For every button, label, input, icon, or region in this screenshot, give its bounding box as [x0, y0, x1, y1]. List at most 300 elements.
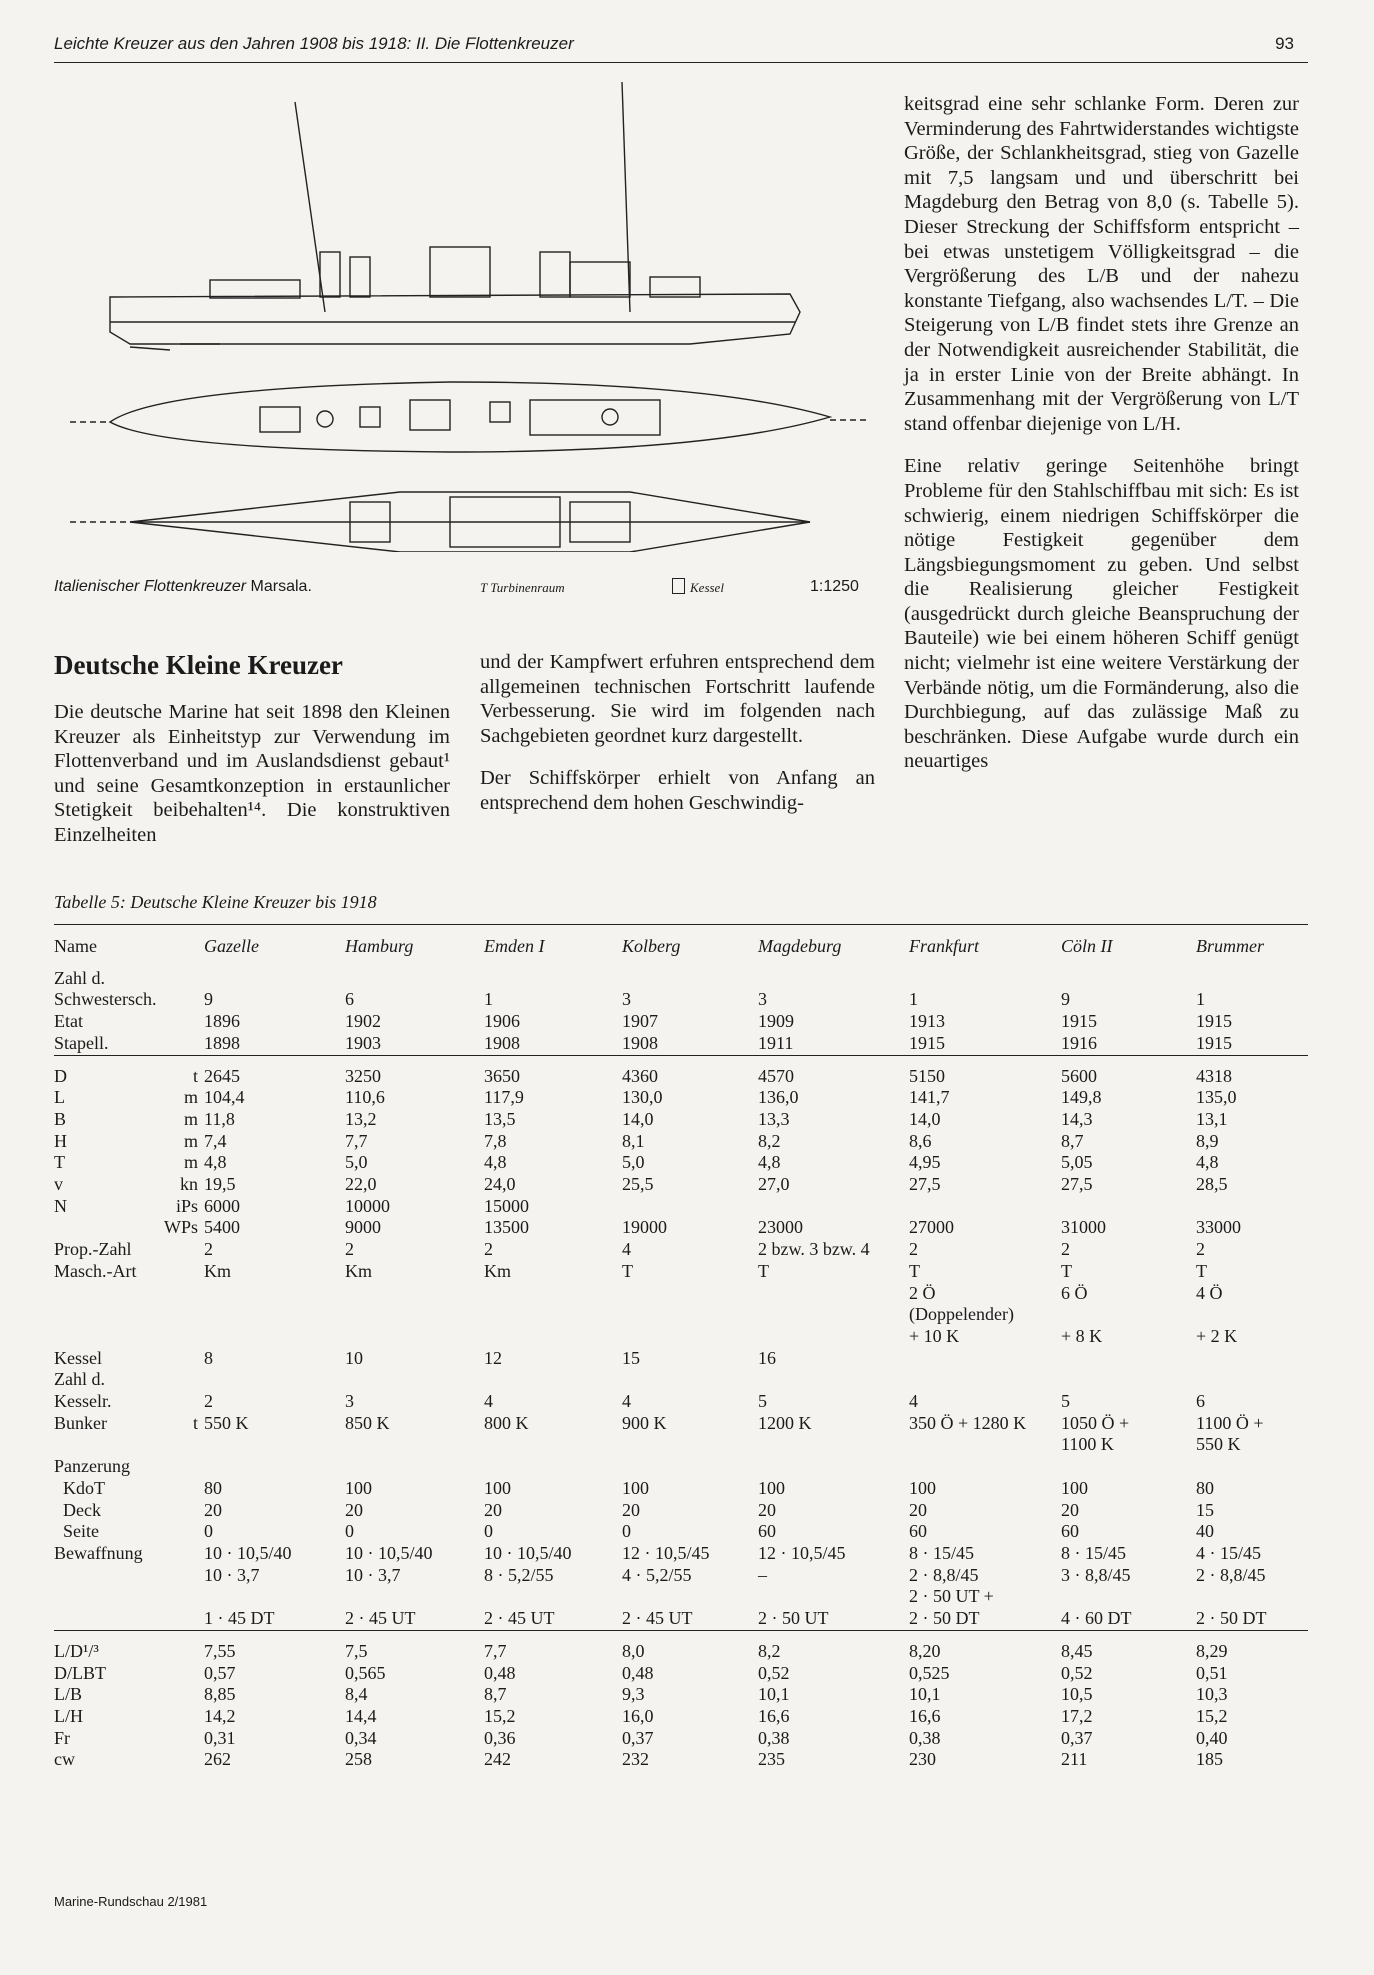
table-cell: 1915: [1196, 1011, 1232, 1032]
table-cell: 1 · 45 DT: [204, 1608, 275, 1629]
table-cell: 550 K: [1196, 1434, 1241, 1455]
table-cell: 10 · 10,5/40: [484, 1542, 572, 1563]
table-cell: 10 · 3,7: [204, 1564, 260, 1585]
table-cell: 8 · 5,2/55: [484, 1564, 554, 1585]
col3-paragraph-1: keitsgrad eine sehr schlanke Form. Deren zur Verminderung des Fahrtwiderstandes wichtigste Größe, der Schlankheitsgrad, stieg von Gazelle mit 7,5 langsam und und überschritt bei Magdeburg den Betrag von 8,0 (s. Tabelle 5). Dieser Streckung der Schiffsform entspricht – bei etwas unstetigem Völligkeitsgrad – die Vergrößerung des L/B und der nahezu konstante Tiefgang, also wachsendes L/T. – Die Steigerung von L/B findet stets ihre Grenze an der Notwendigkeit ausreichender Stabilität, die ja in erster Linie von der Breite abhängt. In Zusammenhang mit der Vergrößerung von L/T stand offenbar diejenige von L/H.: [904, 93, 1299, 435]
table-cell: 7,7: [345, 1130, 368, 1151]
column-header-1: Gazelle: [204, 936, 259, 956]
page-number: 93: [1275, 34, 1294, 53]
row-label: Schwestersch.: [54, 989, 157, 1010]
table-row: [54, 1033, 1308, 1055]
table-cell: 235: [758, 1749, 785, 1770]
table-cell: [484, 1283, 622, 1305]
table-cell: [622, 1283, 758, 1305]
table-cell: 100: [1061, 1477, 1088, 1498]
row-label: L m: [54, 1087, 198, 1108]
table-cell: 13,1: [1196, 1108, 1228, 1129]
table-cell: 10,1: [758, 1684, 790, 1705]
row-label: Bunker t: [54, 1412, 198, 1433]
table-cell: 2: [204, 1391, 213, 1412]
table-row: [54, 1348, 1308, 1370]
table-row: [54, 1434, 1308, 1456]
table-cell: 100: [622, 1477, 649, 1498]
table-cell: 1898: [204, 1032, 240, 1053]
table-cell: 5,0: [345, 1152, 368, 1173]
table-cell: 2 · 50 DT: [909, 1608, 980, 1629]
table-row: [54, 1152, 1308, 1174]
column-header-4: Kolberg: [622, 936, 681, 956]
table-cell: 0: [345, 1521, 354, 1542]
table-cell: 4,95: [909, 1152, 941, 1173]
table-row: [54, 1196, 1308, 1218]
table-cell: [345, 1326, 484, 1348]
table-cell: [345, 1283, 484, 1305]
table-cell: 242: [484, 1749, 511, 1770]
column-header-8: Brummer: [1196, 936, 1264, 956]
table-cell: Km: [345, 1260, 372, 1281]
row-label: cw: [54, 1749, 75, 1770]
table-cell: 5600: [1061, 1065, 1097, 1086]
table-cell: 14,4: [345, 1705, 377, 1726]
table-cell: 185: [1196, 1749, 1223, 1770]
table-cell: 0,525: [909, 1662, 950, 1683]
table-cell: 4,8: [758, 1152, 781, 1173]
row-label: Zahl d.: [54, 1369, 105, 1390]
table-cell: 2 · 45 UT: [484, 1608, 555, 1629]
table-cell: 1915: [909, 1032, 945, 1053]
table-cell: 4318: [1196, 1065, 1232, 1086]
row-label: [54, 1283, 204, 1305]
table-cell: 15,2: [484, 1705, 516, 1726]
table-cell: 80: [204, 1477, 222, 1498]
table-cell: [204, 1434, 345, 1456]
table-cell: 1: [1196, 989, 1205, 1010]
col3-paragraph-2: Eine relativ geringe Seitenhöhe bringt Probleme für den Stahlschiffbau mit sich: Es ist schwierig, einem niedrigen Schiffskörper die nötige Festigkeit gegenüber dem Längsbiegungsmoment zu geben. Und selbst die Realisierung gleicher Festigkeit (ausgedrückt durch gleiche Beanspruchung der Bauteile) wie bei einem höheren Schiff genügt nicht; vielmehr ist eine weitere Verstärkung der Verbände nötig, um die Formänderung, also die Durchbiegung, auf das zulässige Maß zu beschränken. Diese Aufgabe wurde durch ein neuartiges: [904, 455, 1299, 773]
row-label: [54, 1565, 204, 1587]
table-cell: 4360: [622, 1065, 658, 1086]
table-cell: 10: [345, 1347, 363, 1368]
table-cell: [1061, 1586, 1196, 1608]
table-cell: 8,2: [758, 1640, 781, 1661]
table-cell: [1061, 1348, 1196, 1370]
table-cell: 8,6: [909, 1130, 932, 1151]
table-cell: 10000: [345, 1195, 390, 1216]
table-cell: 1916: [1061, 1032, 1097, 1053]
table-cell: 1903: [345, 1032, 381, 1053]
table-cell: 8 · 15/45: [1061, 1542, 1126, 1563]
table-cell: 4: [622, 1239, 631, 1260]
table-cell: 1911: [758, 1032, 794, 1053]
table-cell: [1196, 1348, 1308, 1370]
table-cell: [909, 1369, 1061, 1391]
table-cell: [204, 1283, 345, 1305]
footer-source: Marine-Rundschau 2/1981: [54, 1894, 208, 1909]
table-cell: 15000: [484, 1195, 529, 1216]
table-cell: 110,6: [345, 1087, 385, 1108]
table-cell: 7,55: [204, 1640, 236, 1661]
table-cell: 0,52: [1061, 1662, 1093, 1683]
table-cell: 1908: [484, 1032, 520, 1053]
table-cell: 2 · 45 UT: [345, 1608, 416, 1629]
table-cell: [204, 1456, 345, 1478]
table-cell: 5: [758, 1391, 767, 1412]
table-cell: 19,5: [204, 1174, 236, 1195]
table-row: [54, 1543, 1308, 1565]
table-cell: 0,52: [758, 1662, 790, 1683]
table-cell: 0,38: [758, 1727, 790, 1748]
row-label: L/B: [54, 1684, 83, 1705]
table-cell: 1200 K: [758, 1412, 812, 1433]
table-cell: 1915: [1196, 1032, 1232, 1053]
table-cell: 4: [909, 1391, 918, 1412]
table-cell: [345, 1434, 484, 1456]
table-cell: 2 · 50 UT: [758, 1608, 829, 1629]
table-cell: 5,05: [1061, 1152, 1093, 1173]
table-cell: 3: [758, 989, 767, 1010]
table-cell: [345, 1586, 484, 1608]
table-cell: 27,5: [1061, 1174, 1093, 1195]
table-cell: 1906: [484, 1011, 520, 1032]
table-cell: [909, 1348, 1061, 1370]
table-separator: [54, 1055, 1308, 1066]
table-cell: 0,48: [622, 1662, 654, 1683]
table-cell: 1913: [909, 1011, 945, 1032]
table-cell: 1896: [204, 1011, 240, 1032]
row-label: Zahl d.: [54, 967, 105, 988]
table-cell: 9,3: [622, 1684, 645, 1705]
table-cell: 104,4: [204, 1087, 245, 1108]
table-cell: T: [622, 1260, 633, 1281]
table-cell: 12: [484, 1347, 502, 1368]
row-label: [54, 1304, 204, 1326]
table-cell: 19000: [622, 1217, 667, 1238]
table-row: [54, 1608, 1308, 1630]
table-cell: 4,8: [484, 1152, 507, 1173]
row-label: [54, 1434, 204, 1456]
table-cell: 1909: [758, 1011, 794, 1032]
row-label: T m: [54, 1152, 198, 1173]
table-cell: 2 · 50 DT: [1196, 1608, 1267, 1629]
table-cell: T: [1061, 1260, 1072, 1281]
table-cell: 9: [204, 989, 213, 1010]
table-cell: 7,5: [345, 1640, 368, 1661]
table-cell: 1100 Ö +: [1196, 1412, 1264, 1433]
table-cell: 230: [909, 1749, 936, 1770]
row-label: L/H: [54, 1705, 83, 1726]
table-cell: 15: [622, 1347, 640, 1368]
table-cell: 20: [909, 1499, 927, 1520]
table-row: [54, 1684, 1308, 1706]
table-cell: 60: [909, 1521, 927, 1542]
legend-boiler: Kessel: [690, 580, 724, 595]
table-cell: 258: [345, 1749, 372, 1770]
table-cell: 136,0: [758, 1087, 799, 1108]
table-row: [54, 1456, 1308, 1478]
row-label: [54, 1326, 204, 1348]
table-cell: [758, 1326, 909, 1348]
table-cell: 20: [758, 1499, 776, 1520]
table-cell: 0,38: [909, 1727, 941, 1748]
table-row: [54, 1565, 1308, 1587]
table-cell: 2 · 8,8/45: [909, 1564, 979, 1585]
row-label: Prop.-Zahl: [54, 1239, 132, 1260]
table-cell: 3: [622, 989, 631, 1010]
table-cell: 13,2: [345, 1108, 377, 1129]
row-label: Bewaffnung: [54, 1542, 143, 1563]
column-header-7: Cöln II: [1061, 936, 1113, 956]
table-cell: 850 K: [345, 1412, 390, 1433]
table-cell: 14,3: [1061, 1108, 1093, 1129]
table-cell: 2: [1196, 1239, 1205, 1260]
table-cell: (Doppelender): [909, 1304, 1014, 1325]
table-row: [54, 1413, 1308, 1435]
table-cell: 27,0: [758, 1174, 790, 1195]
table-cell: 1050 Ö +: [1061, 1412, 1130, 1433]
table-cell: 24,0: [484, 1174, 516, 1195]
table-cell: [204, 1586, 345, 1608]
table-cell: [1196, 1304, 1308, 1326]
table-cell: [1196, 1456, 1308, 1478]
row-label: D/LBT: [54, 1662, 106, 1683]
table-cell: 117,9: [484, 1087, 524, 1108]
table-cell: 8,4: [345, 1684, 368, 1705]
table-cell: 6: [1196, 1391, 1205, 1412]
table-cell: [622, 1586, 758, 1608]
table-row: [54, 1326, 1308, 1348]
row-label: [54, 1608, 204, 1630]
table-cell: 2: [204, 1239, 213, 1260]
table-cell: 4 · 5,2/55: [622, 1564, 692, 1585]
table-row: [54, 1663, 1308, 1685]
table-cell: [345, 968, 484, 990]
table-cell: 0,51: [1196, 1662, 1228, 1683]
table-cell: [758, 1586, 909, 1608]
table-cell: [622, 1369, 758, 1391]
table-cell: [1061, 1196, 1196, 1218]
boiler-legend-icon: [672, 578, 685, 594]
table-cell: 4: [484, 1391, 493, 1412]
row-label: Etat: [54, 1011, 83, 1032]
table-cell: 20: [622, 1499, 640, 1520]
table-cell: [484, 1326, 622, 1348]
table-cell: 0,40: [1196, 1727, 1228, 1748]
table-cell: 0: [484, 1521, 493, 1542]
table-cell: 3 · 8,8/45: [1061, 1564, 1131, 1585]
table-cell: 16: [758, 1347, 776, 1368]
table-cell: 5: [1061, 1391, 1070, 1412]
table-cell: 20: [345, 1499, 363, 1520]
table-cell: 1907: [622, 1011, 658, 1032]
table-cell: [909, 1434, 1061, 1456]
table-cell: 13,5: [484, 1108, 516, 1129]
table-cell: [484, 1434, 622, 1456]
table-cell: 4,8: [204, 1152, 227, 1173]
table-row: [54, 1706, 1308, 1728]
table-cell: Km: [484, 1260, 511, 1281]
table-cell: 2: [1061, 1239, 1070, 1260]
table-cell: 13,3: [758, 1108, 790, 1129]
table-cell: 15,2: [1196, 1705, 1228, 1726]
table-row: [54, 1217, 1308, 1239]
table-cell: [622, 968, 758, 990]
table-cell: 100: [758, 1477, 785, 1498]
table-cell: [758, 1196, 909, 1218]
table-cell: 33000: [1196, 1217, 1241, 1238]
table-cell: [758, 1283, 909, 1305]
table-cell: [204, 1369, 345, 1391]
table-cell: 1902: [345, 1011, 381, 1032]
table-cell: [1196, 1586, 1308, 1608]
table-cell: 14,0: [909, 1108, 941, 1129]
table-cell: T: [909, 1260, 920, 1281]
table-cell: 10,5: [1061, 1684, 1093, 1705]
table-cell: 2: [484, 1239, 493, 1260]
table-cell: 16,6: [909, 1705, 941, 1726]
table-cell: 232: [622, 1749, 649, 1770]
table-cell: 12 · 10,5/45: [622, 1542, 710, 1563]
table-cell: 5150: [909, 1065, 945, 1086]
table-cell: 8,29: [1196, 1640, 1228, 1661]
table-cell: 23000: [758, 1217, 803, 1238]
table-row: [54, 1174, 1308, 1196]
table-cell: 17,2: [1061, 1705, 1093, 1726]
table-cell: 2 · 45 UT: [622, 1608, 693, 1629]
table-row: [54, 1500, 1308, 1522]
table-row: [54, 1641, 1308, 1663]
col2-paragraph-2: Der Schiffskörper erhielt von Anfang an entsprechend dem hohen Geschwindig-: [480, 767, 875, 814]
table-cell: [345, 1456, 484, 1478]
col2-paragraph-1: und der Kampfwert erfuhren entsprechend dem allgemeinen technischen Fortschritt laufende Verbesserung. Sie wird im folgenden nach Sachgebieten geordnet kurz dargestellt.: [480, 651, 875, 747]
table-cell: [758, 968, 909, 990]
table-cell: 7,8: [484, 1130, 507, 1151]
column-2: [480, 650, 875, 834]
table-row: [54, 1586, 1308, 1608]
table-cell: 4 · 60 DT: [1061, 1608, 1132, 1629]
table-cell: 10 · 3,7: [345, 1564, 401, 1585]
column-3: [904, 92, 1299, 792]
row-label: Kessel: [54, 1347, 102, 1368]
table-cell: [909, 1456, 1061, 1478]
column-header-0: Name: [54, 936, 97, 956]
table-cell: [909, 968, 1061, 990]
table-cell: 8,20: [909, 1640, 941, 1661]
table-cell: [484, 1369, 622, 1391]
table-cell: 2 · 8,8/45: [1196, 1564, 1266, 1585]
table-cell: 60: [1061, 1521, 1079, 1542]
table-cell: [1061, 1456, 1196, 1478]
table-cell: + 10 K: [909, 1325, 960, 1346]
table-row: [54, 1728, 1308, 1750]
article-heading: Deutsche Kleine Kreuzer: [54, 650, 343, 680]
table-cell: 5400: [204, 1217, 240, 1238]
table-cell: 20: [204, 1499, 222, 1520]
table-cell: 40: [1196, 1521, 1214, 1542]
column-1: [54, 700, 450, 866]
table-cell: 20: [484, 1499, 502, 1520]
table-cell: [204, 1304, 345, 1326]
table-cell: [345, 1304, 484, 1326]
table-cell: [484, 1586, 622, 1608]
table-cell: 1100 K: [1061, 1434, 1114, 1455]
row-label: Seite: [54, 1521, 99, 1542]
table-cell: 135,0: [1196, 1087, 1237, 1108]
table-cell: 0,34: [345, 1727, 377, 1748]
row-label: Stapell.: [54, 1032, 109, 1053]
column-header-6: Frankfurt: [909, 936, 979, 956]
table-cell: 4 Ö: [1196, 1282, 1223, 1303]
table-cell: 8,0: [622, 1640, 645, 1661]
table-cell: 28,5: [1196, 1174, 1228, 1195]
table-cell: [1061, 1304, 1196, 1326]
table-cell: 0: [204, 1521, 213, 1542]
table-top-rule: [54, 924, 1308, 925]
table-cell: [909, 1196, 1061, 1218]
table-cell: 100: [345, 1477, 372, 1498]
table-cell: [484, 1456, 622, 1478]
table-cell: 7,7: [484, 1640, 507, 1661]
table-cell: [204, 1326, 345, 1348]
table-cell: 1: [909, 989, 918, 1010]
table-cell: 4: [622, 1391, 631, 1412]
table-row: [54, 1131, 1308, 1153]
column-header-3: Emden I: [484, 936, 545, 956]
table-cell: 14,2: [204, 1705, 236, 1726]
ship-drawing: [70, 82, 870, 552]
table-cell: 2: [345, 1239, 354, 1260]
row-label: KdoT: [54, 1477, 105, 1498]
table-cell: 0,565: [345, 1662, 386, 1683]
table-cell: 1915: [1061, 1011, 1097, 1032]
table-cell: 6 Ö: [1061, 1282, 1088, 1303]
table-cell: 1: [484, 989, 493, 1010]
column-header-5: Magdeburg: [758, 936, 842, 956]
table-cell: [622, 1304, 758, 1326]
table-cell: [1061, 1369, 1196, 1391]
table-cell: 27000: [909, 1217, 954, 1238]
table-cell: 3250: [345, 1065, 381, 1086]
table-cell: [622, 1196, 758, 1218]
table-row: [54, 1521, 1308, 1543]
row-label: [54, 1586, 204, 1608]
table-row: [54, 968, 1308, 990]
table-cell: 11,8: [204, 1108, 235, 1129]
table-cell: [758, 1456, 909, 1478]
table-row: [54, 1749, 1308, 1771]
table-row: [54, 1087, 1308, 1109]
table-cell: 8,7: [484, 1684, 507, 1705]
table-cell: 16,6: [758, 1705, 790, 1726]
table-cell: 0,36: [484, 1727, 516, 1748]
table-cell: 8,45: [1061, 1640, 1093, 1661]
row-label: Panzerung: [54, 1456, 130, 1477]
table-cell: [1196, 1196, 1308, 1218]
table-cell: + 8 K: [1061, 1325, 1103, 1346]
table-cell: 141,7: [909, 1087, 950, 1108]
table-cell: 31000: [1061, 1217, 1106, 1238]
table-cell: 100: [484, 1477, 511, 1498]
table-cell: 20: [1061, 1499, 1079, 1520]
table-cell: 60: [758, 1521, 776, 1542]
table-cell: 10,3: [1196, 1684, 1228, 1705]
running-title: Leichte Kreuzer aus den Jahren 1908 bis 1918: II. Die Flottenkreuzer: [54, 34, 574, 53]
table-cell: 6: [345, 989, 354, 1010]
row-label: Deck: [54, 1499, 101, 1520]
table-cell: Km: [204, 1260, 231, 1281]
table-row: [54, 1369, 1308, 1391]
table-cell: 900 K: [622, 1412, 667, 1433]
cruiser-table: [54, 936, 1308, 1771]
table-cell: 13500: [484, 1217, 529, 1238]
